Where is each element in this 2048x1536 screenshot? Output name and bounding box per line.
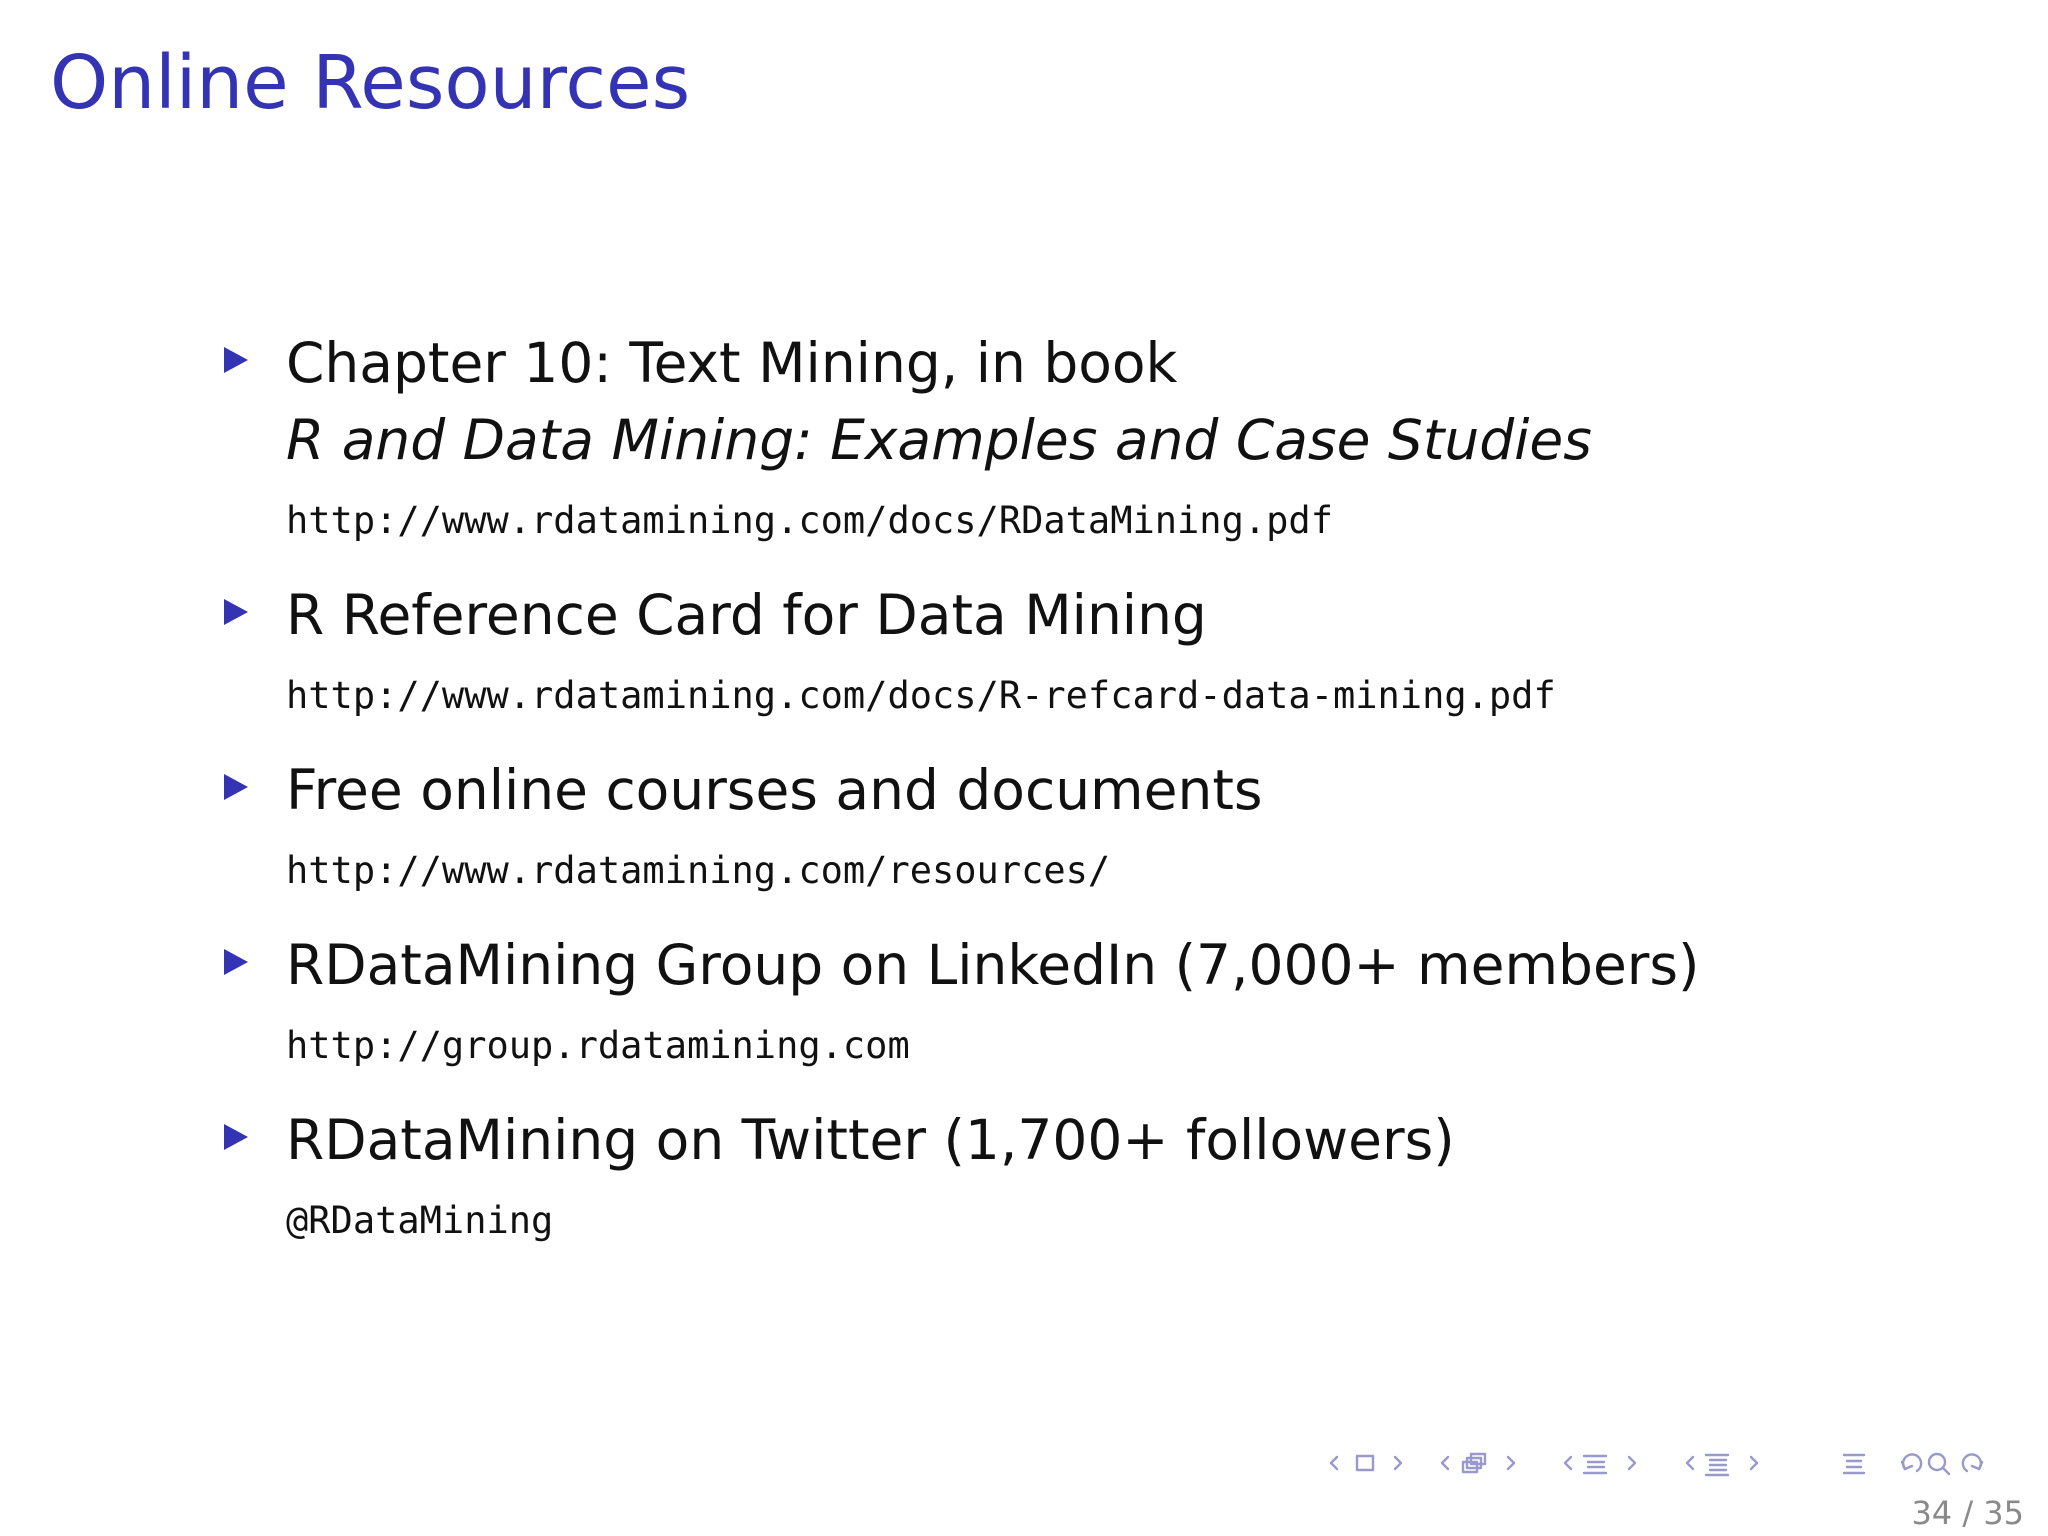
item-title: RDataMining on Twitter (1,700+ followers) [286, 1108, 1455, 1172]
bullet-triangle-icon [224, 347, 248, 373]
table-of-contents-icon[interactable] [1844, 1455, 1864, 1473]
item-title: Chapter 10: Text Mining, in book [286, 331, 1178, 395]
item-title: R Reference Card for Data Mining [286, 583, 1207, 647]
search-icon[interactable] [1929, 1454, 1949, 1474]
resource-item [222, 577, 1782, 718]
resource-link[interactable]: http://www.rdatamining.com/docs/R-refcard-data-mining.pdf [286, 674, 1556, 717]
book-title: R and Data Mining: Examples and Case Studies [286, 408, 1592, 472]
next-subsection-icon[interactable] [1508, 1457, 1514, 1469]
resource-link[interactable]: http://group.rdatamining.com [286, 1024, 910, 1067]
resource-link[interactable]: http://www.rdatamining.com/resources/ [286, 849, 1111, 892]
previous-frame-icon[interactable] [1331, 1457, 1337, 1469]
next-section-icon[interactable] [1629, 1457, 1635, 1469]
resource-link[interactable]: http://www.rdatamining.com/docs/RDataMining.pdf [286, 499, 1333, 542]
page-number: 34 / 35 [1911, 1494, 2024, 1532]
resource-item [222, 927, 1782, 1068]
presentation-icon [1706, 1455, 1728, 1475]
resource-item [222, 1102, 1782, 1243]
resource-item [222, 325, 1782, 543]
bullet-triangle-icon [224, 1124, 248, 1150]
frame-icon [1357, 1456, 1373, 1470]
slide-title: Online Resources [50, 40, 691, 126]
back-icon[interactable] [1902, 1454, 1921, 1471]
item-title: Free online courses and documents [286, 758, 1263, 822]
item-title: RDataMining Group on LinkedIn (7,000+ members) [286, 933, 1700, 997]
bullet-triangle-icon [224, 599, 248, 625]
section-icon [1584, 1456, 1606, 1473]
subsection-icon [1463, 1454, 1485, 1472]
next-frame-icon[interactable] [1395, 1457, 1401, 1469]
forward-icon[interactable] [1963, 1454, 1982, 1471]
previous-subsection-icon[interactable] [1442, 1457, 1448, 1469]
previous-section-icon[interactable] [1565, 1457, 1571, 1469]
previous-presentation-icon[interactable] [1687, 1457, 1693, 1469]
twitter-handle[interactable]: @RDataMining [286, 1199, 554, 1242]
next-presentation-icon[interactable] [1751, 1457, 1757, 1469]
resource-list [222, 325, 1782, 1243]
resource-item [222, 752, 1782, 893]
bullet-triangle-icon [224, 774, 248, 800]
bullet-triangle-icon [224, 949, 248, 975]
beamer-navigation-bar [1318, 1444, 2038, 1484]
